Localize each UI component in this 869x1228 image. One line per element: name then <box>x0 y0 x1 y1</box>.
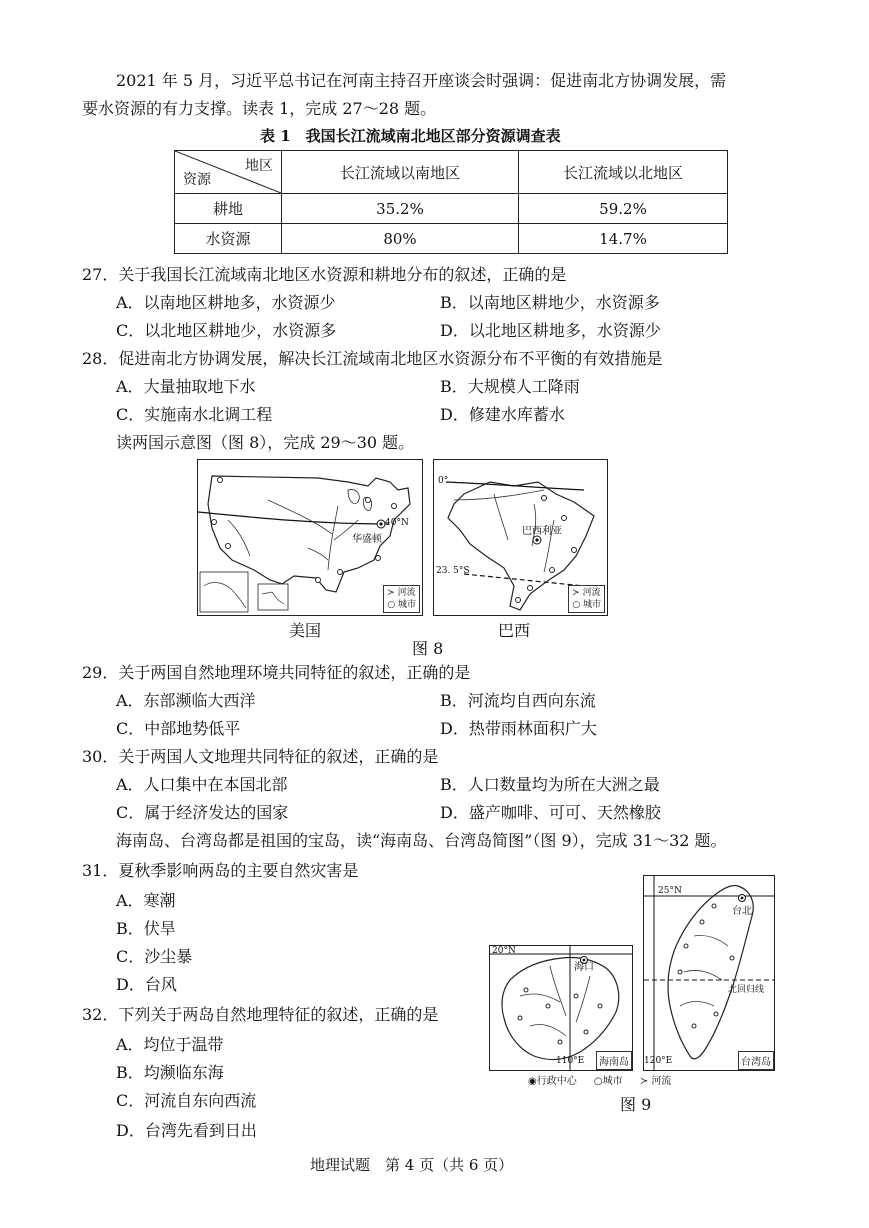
hainan-lon-label: 110°E <box>556 1056 585 1066</box>
legend-city-label: 城市 <box>397 600 416 610</box>
table-row <box>175 194 728 224</box>
hainan-capital-label: 海口 <box>574 962 594 973</box>
usa-capital-label: 华盛顿 <box>352 534 382 545</box>
hainan-map <box>489 945 633 1071</box>
header-south: 长江流域以南地区 <box>282 151 519 194</box>
q27-option-a[interactable]: A．以南地区耕地多，水资源少 <box>116 293 336 312</box>
brazil-caption: 巴西 <box>498 621 531 640</box>
header-region: 地区 <box>245 158 273 174</box>
q29-option-b[interactable]: B．河流均自西向东流 <box>440 691 596 710</box>
usa-map <box>197 459 423 616</box>
q31-option-b[interactable]: B．伏旱 <box>116 919 176 938</box>
usa-legend <box>383 585 420 613</box>
brazil-capital-label: 巴西利亚 <box>522 526 562 537</box>
q32-option-c[interactable]: C．河流自东向西流 <box>116 1091 257 1110</box>
legend-admin-label: 行政中心 <box>536 1076 577 1087</box>
taiwan-lon-label: 120°E <box>644 1056 673 1066</box>
cell-south: 35.2% <box>282 194 519 224</box>
intro-fig9: 海南岛、台湾岛都是祖国的宝岛，读“海南岛、台湾岛简图”（图 9），完成 31～32 题。 <box>116 831 727 850</box>
q32-stem: 32．下列关于两岛自然地理特征的叙述，正确的是 <box>82 1005 439 1024</box>
q32-option-b[interactable]: B．均濒临东海 <box>116 1063 224 1082</box>
taiwan-lat-label: 25°N <box>658 886 682 896</box>
q28-option-b[interactable]: B．大规模人工降雨 <box>440 377 580 396</box>
taiwan-capital-label: 台北 <box>732 906 752 917</box>
fig8-caption: 图 8 <box>412 639 444 658</box>
legend-river <box>387 587 416 599</box>
brazil-legend <box>568 585 605 613</box>
legend-river <box>572 587 601 599</box>
table-corner-cell <box>175 151 282 194</box>
hainan-name-label: 海南岛 <box>596 1051 632 1070</box>
brazil-tropic-label: 23. 5°S <box>436 566 470 576</box>
taiwan-name-label: 台湾岛 <box>738 1051 774 1070</box>
q30-option-a[interactable]: A．人口集中在本国北部 <box>116 775 288 794</box>
q27-option-b[interactable]: B．以南地区耕地少，水资源多 <box>440 293 660 312</box>
q28-option-a[interactable]: A．大量抽取地下水 <box>116 377 256 396</box>
admin-center-icon: ◉ <box>528 1076 537 1087</box>
fig9-caption: 图 9 <box>620 1095 652 1114</box>
intro-line-2: 要水资源的有力支撑。读表 1，完成 27～28 题。 <box>82 99 437 118</box>
usa-lat-label: 40°N <box>385 518 409 528</box>
brazil-equator-label: 0° <box>438 476 449 486</box>
usa-caption: 美国 <box>289 621 322 640</box>
q29-stem: 29．关于两国自然地理环境共同特征的叙述，正确的是 <box>82 663 471 682</box>
legend-river-label: 河流 <box>582 588 601 598</box>
cell-north: 59.2% <box>519 194 728 224</box>
hainan-lat-label: 20°N <box>492 946 516 956</box>
q27-option-c[interactable]: C．以北地区耕地少，水资源多 <box>116 321 337 340</box>
row-label: 水资源 <box>175 224 282 254</box>
legend-city-label: 城市 <box>582 600 601 610</box>
taiwan-map-drawing <box>644 876 774 1070</box>
river-icon: ≻ <box>572 588 580 598</box>
intro-line-1: 2021 年 5 月，习近平总书记在河南主持召开座谈会时强调：促进南北方协调发展，需 <box>116 71 727 90</box>
resource-table <box>174 150 728 254</box>
header-north: 长江流域以北地区 <box>519 151 728 194</box>
river-icon: ≻ <box>639 1076 649 1087</box>
cell-south: 80% <box>282 224 519 254</box>
legend-city <box>572 599 601 611</box>
q29-option-d[interactable]: D．热带雨林面积广大 <box>440 719 597 738</box>
q31-option-a[interactable]: A．寒潮 <box>116 891 176 910</box>
city-icon: ○ <box>572 600 581 610</box>
city-icon: ○ <box>387 600 396 610</box>
legend-river-label: 河流 <box>397 588 416 598</box>
table-header-row <box>175 151 728 194</box>
q29-option-c[interactable]: C．中部地势低平 <box>116 719 241 738</box>
legend-city <box>387 599 416 611</box>
q30-stem: 30．关于两国人文地理共同特征的叙述，正确的是 <box>82 747 439 766</box>
legend-city-label: 城市 <box>602 1076 623 1087</box>
q30-option-b[interactable]: B．人口数量均为所在大洲之最 <box>440 775 660 794</box>
taiwan-tropic-label: 北回归线 <box>728 985 765 995</box>
taiwan-map <box>643 875 775 1071</box>
q27-option-d[interactable]: D．以北地区耕地多，水资源少 <box>440 321 661 340</box>
fig9-legend <box>528 1072 671 1087</box>
q29-option-a[interactable]: A．东部濒临大西洋 <box>116 691 256 710</box>
intro-fig8: 读两国示意图（图 8），完成 29～30 题。 <box>116 433 415 452</box>
q31-option-c[interactable]: C．沙尘暴 <box>116 947 193 966</box>
cell-north: 14.7% <box>519 224 728 254</box>
row-label: 耕地 <box>175 194 282 224</box>
legend-river-label: 河流 <box>651 1076 672 1087</box>
q32-option-d[interactable]: D．台湾先看到日出 <box>116 1121 257 1140</box>
table-caption: 表 1 我国长江流域南北地区部分资源调查表 <box>260 127 561 145</box>
q31-option-d[interactable]: D．台风 <box>116 975 177 994</box>
header-resource: 资源 <box>183 172 211 188</box>
q31-stem: 31．夏秋季影响两岛的主要自然灾害是 <box>82 861 359 880</box>
river-icon: ≻ <box>387 588 395 598</box>
q30-option-d[interactable]: D．盛产咖啡、可可、天然橡胶 <box>440 803 661 822</box>
q30-option-c[interactable]: C．属于经济发达的国家 <box>116 803 289 822</box>
q27-stem: 27．关于我国长江流域南北地区水资源和耕地分布的叙述，正确的是 <box>82 265 567 284</box>
brazil-map <box>433 459 608 616</box>
table-row <box>175 224 728 254</box>
page-footer: 地理试题 第 4 页（共 6 页） <box>310 1156 514 1174</box>
q28-option-d[interactable]: D．修建水库蓄水 <box>440 405 565 424</box>
q28-stem: 28．促进南北方协调发展，解决长江流域南北地区水资源分布不平衡的有效措施是 <box>82 349 663 368</box>
city-icon: ○ <box>593 1076 603 1087</box>
q28-option-c[interactable]: C．实施南水北调工程 <box>116 405 273 424</box>
q32-option-a[interactable]: A．均位于温带 <box>116 1035 224 1054</box>
